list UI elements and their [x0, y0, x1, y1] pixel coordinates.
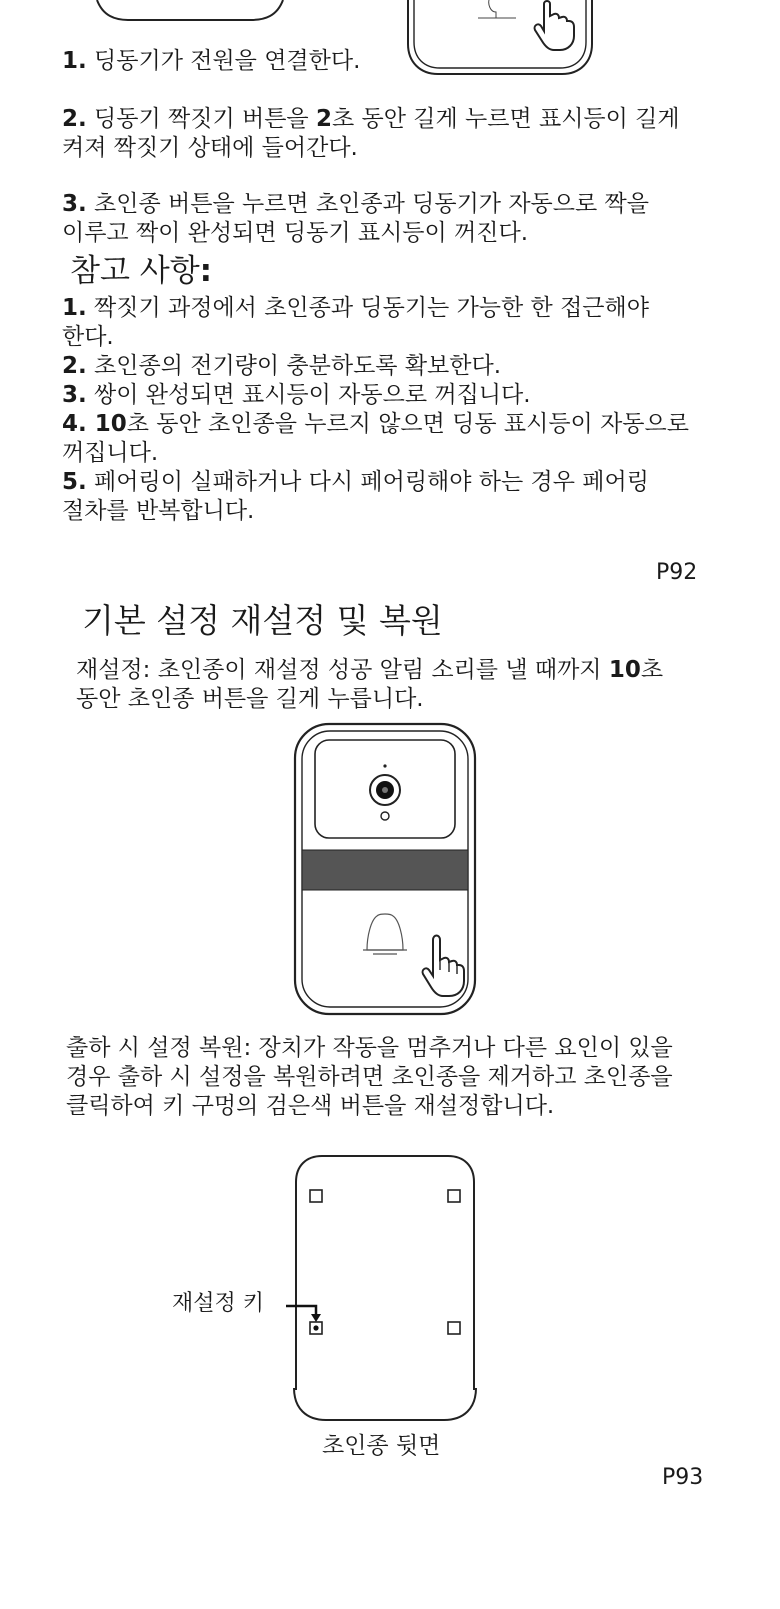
reset-key-label: 재설정 키 [172, 1291, 265, 1316]
reset-key-pointer-arrow [284, 1298, 324, 1324]
bell-icon [478, 0, 516, 18]
doorbell-back-diagram [292, 1152, 478, 1424]
note-1: 1. 짝짓기 과정에서 초인종과 딩동기는 가능한 한 접근해야 [62, 295, 649, 321]
step-1: 1. 딩동기가 전원을 연결한다. [62, 48, 361, 74]
step-2: 2. 딩동기 짝짓기 버튼을 2초 동안 길게 누르면 표시등이 길게 켜져 짝짓기 상태에 들어간다. [62, 106, 680, 161]
reset-instructions: 재설정: 초인종이 재설정 성공 알림 소리를 낼 때까지 10초 동안 초인종 버튼을 길게 누릅니다. [76, 657, 664, 712]
top-doorbell-fragment [404, 0, 596, 78]
camera-lens-icon [370, 775, 400, 805]
note-4: 4. 10초 동안 초인종을 누르지 않으면 딩동 표시등이 자동으로 [62, 411, 689, 437]
pointing-hand-icon [535, 1, 574, 50]
notes-heading: 참고 사항: [70, 253, 213, 289]
speaker-grille [302, 850, 468, 890]
top-device-left-fragment [95, 0, 285, 24]
note-2: 2. 초인종의 전기량이 충분하도록 확보한다. [62, 353, 502, 379]
note-3: 3. 쌍이 완성되면 표시등이 자동으로 꺼집니다. [62, 382, 531, 408]
doorbell-back-label: 초인종 뒷면 [322, 1433, 441, 1459]
section-title: 기본 설정 재설정 및 복원 [82, 601, 443, 640]
factory-reset-instructions: 출하 시 설정 복원: 장치가 작동을 멈추거나 다른 요인이 있을 경우 출하 시 설정을 복원하려면 초인종을 제거하고 초인종을 클릭하여 키 구멍의 검은색 버튼을 재설정합니다. [66, 1035, 673, 1119]
page-number-p93: P93 [662, 1465, 704, 1490]
page-number-p92: P92 [656, 560, 698, 585]
doorbell-icon [293, 722, 477, 1016]
step-3: 3. 초인종 버튼을 누르면 초인종과 딩동기가 자동으로 짝을 이루고 짝이 완성되면 딩동기 표시등이 꺼진다. [62, 191, 649, 246]
note-5: 5. 페어링이 실패하거나 다시 페어링해야 하는 경우 페어링 [62, 469, 649, 495]
notes-list: 1. 짝짓기 과정에서 초인종과 딩동기는 가능한 한 접근해야 한다. 2. 초인종의 전기량이 충분하도록 확보한다. 3. 쌍이 완성되면 표시등이 자동으로 꺼집니다. 4. 10초 동안 초인종을 누르지 않으면 딩동 표시등이 자동으로 꺼집니다. 5. 페어링이 실패하거나 다시 페어링해야 하는 경우 페어링 절차를 반복합니다. [62, 295, 689, 524]
